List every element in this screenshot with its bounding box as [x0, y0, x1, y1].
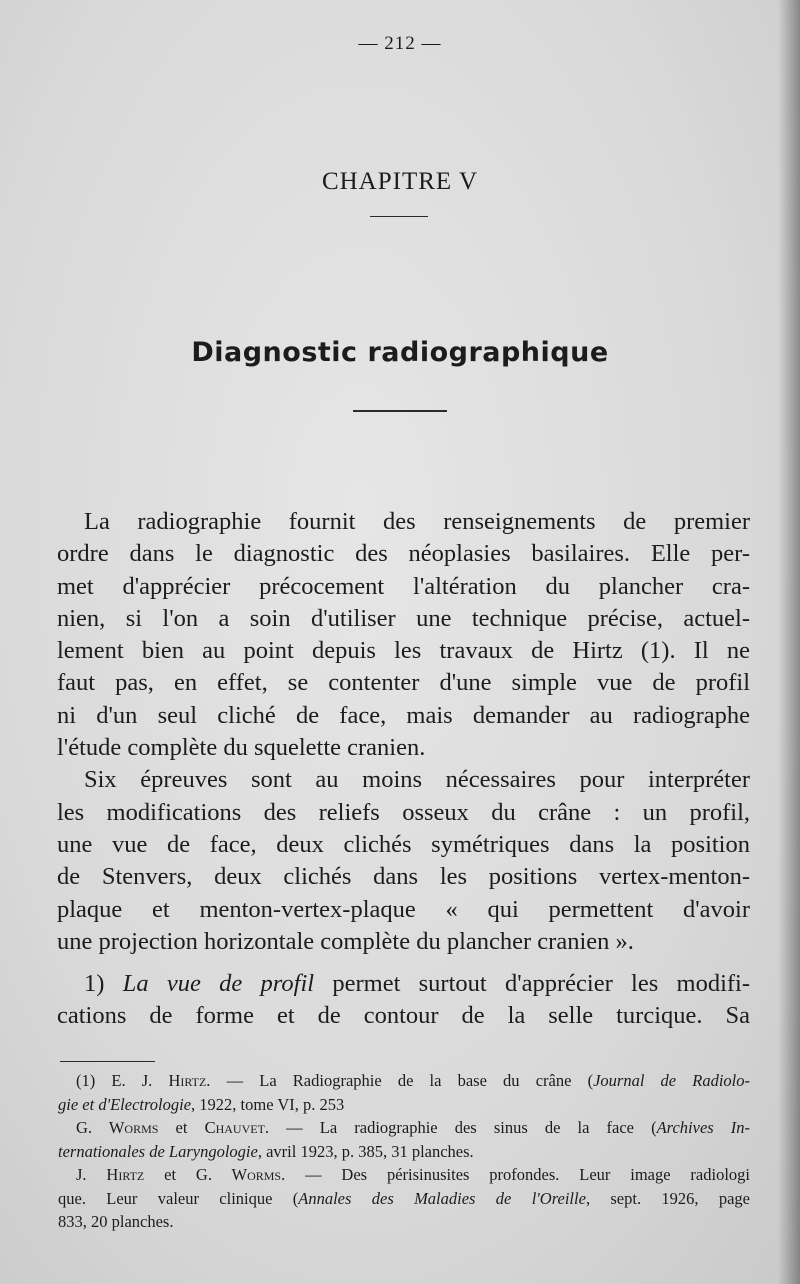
footnote-line: gie et d'Electrologie, 1922, tome VI, p. 253: [58, 1094, 345, 1114]
paragraph-line: une vue de face, deux clichés symétriques dans la position: [57, 830, 750, 858]
list-number: 1): [84, 970, 105, 998]
author-name: Hirtz.: [168, 1071, 211, 1090]
paragraph-line: plaque et menton-vertex-plaque « qui permettent d'avoir: [57, 895, 750, 923]
footnote-3: [58, 1163, 750, 1234]
journal-title: gie et d'Electrologie: [58, 1094, 192, 1114]
paragraph-2: [57, 764, 750, 958]
footnote-line: ternationales de Laryngologie, avril 1923, p. 385, 31 planches.: [58, 1141, 474, 1161]
body-text: [57, 506, 750, 1033]
footnote-1: [58, 1069, 750, 1116]
paragraph-line: La radiographie fournit des renseignements de premier: [84, 508, 750, 535]
journal-title: Journal de Radiolo-: [593, 1071, 751, 1090]
paragraph-1: [57, 506, 750, 764]
paragraph-line: [57, 968, 750, 1000]
journal-title: Archives In-: [656, 1118, 751, 1137]
italic-lead: La vue de profil: [122, 970, 315, 998]
footnote-line: J. Hirtz et G. Worms. — Des périsinusites profondes. Leur image radiologi: [76, 1165, 751, 1184]
footnote-line: que. Leur valeur clinique (Annales des Maladies de l'Oreille, sept. 1926, page: [58, 1188, 751, 1208]
footnote-line: (1) E. J. Hirtz. — La Radiographie de la base du crâne (Journal de Radiolo-: [76, 1071, 751, 1090]
paragraph-3: [57, 968, 750, 1033]
paragraph-line: ordre dans le diagnostic des néoplasies basilaires. Elle per-: [57, 540, 750, 568]
paragraph-line: les modifications des reliefs osseux du crâne : un profil,: [57, 798, 750, 826]
paragraph-line: nien, si l'on a soin d'utiliser une technique précise, actuel-: [57, 604, 750, 632]
author-name: G. Worms: [76, 1118, 159, 1137]
chapter-label: CHAPITRE V: [321, 168, 479, 195]
footnotes: [58, 1069, 750, 1234]
author-name: J. Hirtz: [76, 1165, 145, 1184]
paragraph-line: lement bien au point depuis les travaux de Hirtz (1). Il ne: [57, 637, 750, 665]
author-name: Chauvet.: [204, 1118, 270, 1137]
chapter-divider: [370, 216, 428, 217]
paragraph-line: de Stenvers, deux clichés dans les positions vertex-menton-: [57, 863, 750, 891]
paragraph-line: Six épreuves sont au moins nécessaires pour interpréter: [84, 766, 750, 794]
page-number: — 212 —: [358, 33, 442, 54]
paragraph-line: faut pas, en effet, se contenter d'une simple vue de profil: [57, 669, 750, 697]
paragraph-line: l'étude complète du squelette cranien.: [57, 734, 426, 762]
paragraph-line: une projection horizontale complète du plancher cranien ».: [57, 927, 634, 955]
paragraph-line: met d'apprécier précocement l'altération du plancher cra-: [57, 572, 750, 600]
line-rest: permet surtout d'apprécier les modifi-: [332, 970, 751, 998]
journal-title: Annales des Maladies de l'Oreille: [298, 1188, 586, 1208]
author-name: G. Worms.: [195, 1165, 286, 1184]
title-divider: [353, 410, 447, 412]
paragraph-line: cations de forme et de contour de la selle turcique. Sa: [57, 1002, 750, 1030]
footnote-2: [58, 1116, 750, 1163]
paragraph-line: ni d'un seul cliché de face, mais demander au radiographe: [57, 701, 750, 729]
footnote-line: G. Worms et Chauvet. — La radiographie des sinus de la face (Archives In-: [76, 1118, 751, 1137]
journal-title: ternationales de Laryngologie: [58, 1141, 258, 1161]
section-title: Diagnostic radiographique: [191, 337, 609, 368]
footnote-line: 833, 20 planches.: [58, 1212, 174, 1231]
footnote-divider: [60, 1061, 155, 1062]
